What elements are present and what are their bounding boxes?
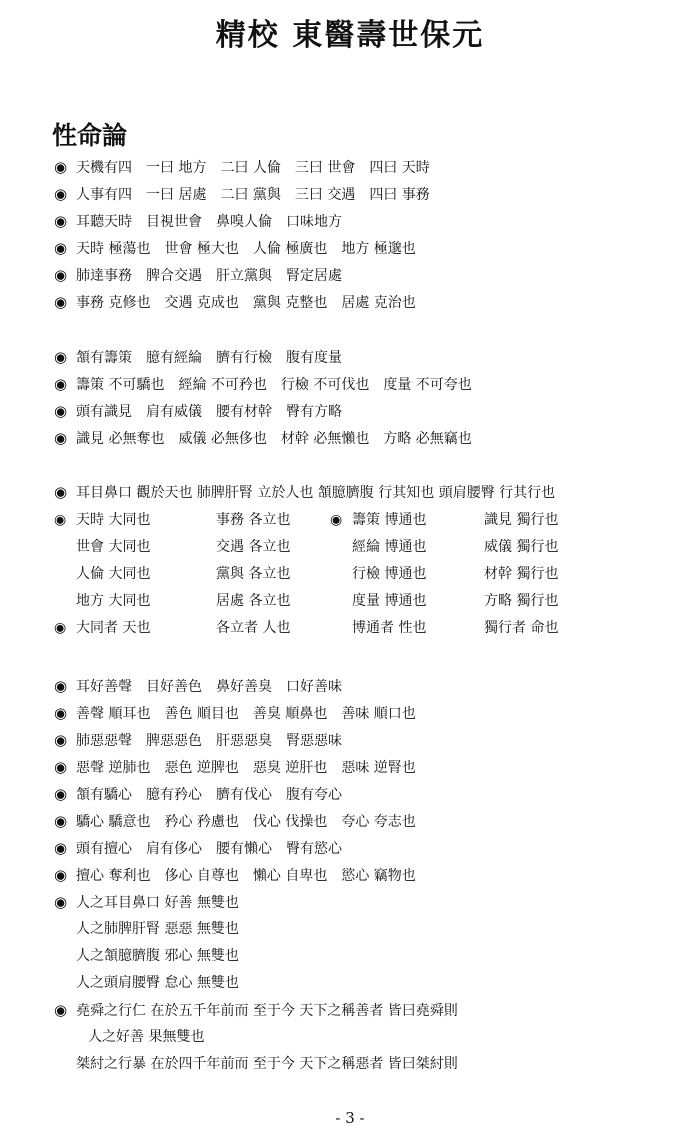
grid-cell: 交遇 各立也: [216, 539, 291, 555]
line-text: 擅心 奪利也 侈心 自尊也 懶心 自卑也 慾心 竊物也: [76, 868, 416, 884]
text-line: [54, 997, 458, 1024]
line-text: 事務 克修也 交遇 克成也 黨與 克整也 居處 克治也: [76, 295, 416, 311]
text-line: [54, 154, 430, 181]
line-text: 肺達事務 脾合交遇 肝立黨與 腎定居處: [76, 268, 342, 284]
bullet-icon: ◉: [54, 185, 68, 203]
page-number: - 3 -: [335, 1109, 365, 1127]
text-line: [54, 781, 342, 808]
bullet-icon: ◉: [54, 893, 68, 911]
bullet-icon: ◉: [54, 866, 68, 884]
line-text: 惡聲 逆肺也 惡色 逆脾也 惡臭 逆肝也 惡味 逆腎也: [76, 760, 416, 776]
grid-cell: 威儀 獨行也: [484, 539, 559, 555]
text-line: [54, 344, 342, 371]
text-line: [54, 262, 342, 289]
line-text: 驕心 驕意也 矜心 矜慮也 伐心 伐操也 夸心 夸志也: [76, 814, 416, 830]
grid-cell: 地方 大同也: [76, 593, 151, 609]
bullet-icon: ◉: [54, 158, 68, 176]
page-title: 精校 東醫壽世保元: [215, 18, 485, 53]
grid-cell: 大同者 天也: [76, 620, 151, 636]
line-text: 善聲 順耳也 善色 順目也 善臭 順鼻也 善味 順口也: [76, 706, 416, 722]
bullet-icon: ◉: [54, 293, 68, 311]
line-text: 天機有四 一曰 地方 二曰 人倫 三曰 世會 四曰 天時: [76, 160, 430, 176]
text-line: [54, 943, 239, 970]
bullet-icon: ◉: [54, 483, 68, 501]
line-text: 耳聽天時 目視世會 鼻嗅人倫 口味地方: [76, 214, 342, 230]
text-line: [54, 398, 342, 425]
text-line: [54, 208, 342, 235]
line-text: 頭有擅心 肩有侈心 腰有懶心 臀有慾心: [76, 841, 342, 857]
line-text: 耳好善聲 目好善色 鼻好善臭 口好善味: [76, 679, 342, 695]
section-heading: 性命論: [52, 121, 128, 150]
line-text: 桀紂之行暴 在於四千年前而 至于今 天下之稱惡者 皆曰桀紂則: [76, 1056, 458, 1072]
bullet-icon: ◉: [54, 239, 68, 257]
text-line: [54, 235, 416, 262]
line-text: 人之好善 果無雙也: [88, 1029, 205, 1045]
line-text: 籌策 不可驕也 經綸 不可矜也 行檢 不可伐也 度量 不可夸也: [76, 377, 472, 393]
bullet-icon: ◉: [54, 839, 68, 857]
line-text: 肺惡惡聲 脾惡惡色 肝惡惡臭 腎惡惡味: [76, 733, 342, 749]
bullet-icon: ◉: [54, 402, 68, 420]
text-line: [54, 970, 239, 997]
bullet-icon: ◉: [54, 731, 68, 749]
line-text: 頭有識見 肩有威儀 腰有材幹 臀有方略: [76, 404, 342, 420]
text-line: [54, 425, 472, 452]
grid-cell: 方略 獨行也: [484, 593, 559, 609]
bullet-icon: ◉: [54, 266, 68, 284]
bullet-icon: ◉: [54, 512, 67, 528]
text-line: [54, 916, 239, 943]
bullet-icon: ◉: [54, 348, 68, 366]
line-text: 頷有驕心 臆有矜心 臍有伐心 腹有夸心: [76, 787, 342, 803]
text-line: [54, 371, 472, 398]
text-line: [54, 479, 555, 506]
text-line: [54, 808, 416, 835]
bullet-icon: ◉: [54, 620, 67, 636]
line-text: 頷有籌策 臆有經綸 臍有行檢 腹有度量: [76, 350, 342, 366]
grid-cell: 獨行者 命也: [484, 620, 559, 636]
grid-cell: 經綸 博通也: [352, 539, 427, 555]
bullet-icon: ◉: [54, 1001, 68, 1019]
line-text: 人之肺脾肝腎 惡惡 無雙也: [76, 921, 239, 937]
grid-cell: 人倫 大同也: [76, 566, 151, 582]
bullet-icon: ◉: [54, 758, 68, 776]
line-text: 天時 極蕩也 世會 極大也 人倫 極廣也 地方 極邈也: [76, 241, 416, 257]
line-text: 人之頭肩腰臀 怠心 無雙也: [76, 975, 239, 991]
bullet-icon: ◉: [54, 375, 68, 393]
grid-cell: 居處 各立也: [216, 593, 291, 609]
bullet-icon: ◉: [54, 704, 68, 722]
text-line: [54, 1051, 458, 1078]
grid-cell: 天時 大同也: [76, 512, 151, 528]
text-line: [54, 889, 239, 916]
text-line: [54, 181, 430, 208]
bullet-icon: ◉: [54, 429, 68, 447]
grid-cell: 材幹 獨行也: [484, 566, 559, 582]
grid-cell: 各立者 人也: [216, 620, 291, 636]
text-line: [54, 835, 342, 862]
bullet-icon: ◉: [54, 677, 68, 695]
bullet-icon: ◉: [54, 785, 68, 803]
grid-cell: 博通者 性也: [352, 620, 427, 636]
text-line: [66, 1024, 204, 1051]
grid-cell: 黨與 各立也: [216, 566, 291, 582]
bullet-icon: ◉: [330, 512, 343, 528]
line-text: 人之頷臆臍腹 邪心 無雙也: [76, 948, 239, 964]
text-line: [54, 862, 416, 889]
grid-cell: 籌策 博通也: [352, 512, 427, 528]
text-line: [54, 673, 342, 700]
grid-cell: 世會 大同也: [76, 539, 151, 555]
grid-cell: 行檢 博通也: [352, 566, 427, 582]
text-line: [54, 289, 416, 316]
line-text: 耳目鼻口 觀於天也 肺脾肝腎 立於人也 頷臆臍腹 行其知也 頭肩腰臀 行其行也: [76, 485, 556, 501]
grid-cell: 識見 獨行也: [484, 512, 559, 528]
line-text: 人事有四 一曰 居處 二曰 黨與 三曰 交遇 四曰 事務: [76, 187, 430, 203]
grid-cell: 事務 各立也: [216, 512, 291, 528]
text-line: [54, 754, 416, 781]
bullet-icon: ◉: [54, 212, 68, 230]
line-text: 人之耳目鼻口 好善 無雙也: [76, 895, 239, 911]
bullet-icon: ◉: [54, 812, 68, 830]
line-text: 堯舜之行仁 在於五千年前而 至于今 天下之稱善者 皆曰堯舜則: [76, 1003, 458, 1019]
line-text: 識見 必無奪也 威儀 必無侈也 材幹 必無懶也 方略 必無竊也: [76, 431, 472, 447]
text-line: [54, 700, 416, 727]
grid-cell: 度量 博通也: [352, 593, 427, 609]
text-line: [54, 727, 342, 754]
